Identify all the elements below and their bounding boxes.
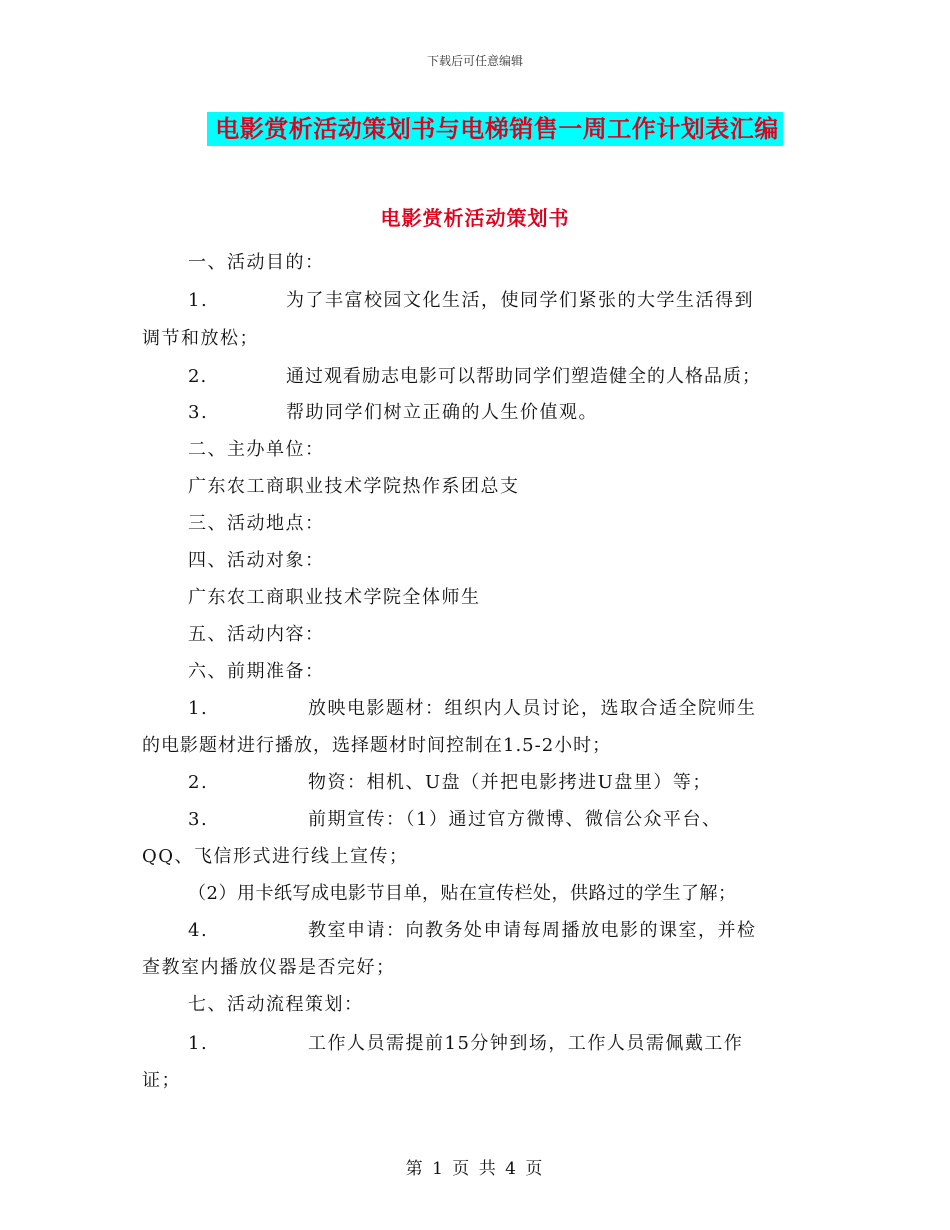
line-text: QQ、飞信形式进行线上宣传； xyxy=(142,846,409,867)
body-line xyxy=(142,842,409,872)
line-number: 2. xyxy=(188,366,208,387)
line-text: 五、活动内容： xyxy=(188,624,325,645)
page-header-note: 下载后可任意编辑 xyxy=(426,54,523,68)
line-text: 广东农工商职业技术学院全体师生 xyxy=(188,587,481,608)
document-title: 电影赏析活动策划书与电梯销售一周工作计划表汇编 xyxy=(207,112,783,146)
line-text: 物资：相机、U盘（并把电影拷进U盘里）等； xyxy=(308,772,712,793)
document-title-wrap xyxy=(0,112,950,146)
body-line xyxy=(188,916,757,946)
body-line xyxy=(188,546,325,576)
line-text: 证； xyxy=(142,1070,181,1091)
body-line xyxy=(188,657,325,687)
line-text: 三、活动地点： xyxy=(188,513,325,534)
body-line xyxy=(142,731,611,761)
line-text: 的电影题材进行播放，选择题材时间控制在1.5-2小时； xyxy=(142,735,612,756)
line-text: 七、活动流程策划： xyxy=(188,994,364,1015)
body-line xyxy=(188,805,721,835)
line-text: 放映电影题材：组织内人员讨论，选取合适全院师生 xyxy=(308,698,757,719)
line-text: 调节和放松； xyxy=(142,328,259,349)
line-text: 为了丰富校园文化生活，使同学们紧张的大学生活得到 xyxy=(286,290,754,311)
body-line xyxy=(188,1029,743,1059)
line-number: 3. xyxy=(188,402,209,423)
body-line xyxy=(188,879,736,909)
line-text: 查教室内播放仪器是否完好； xyxy=(142,957,396,978)
body-line xyxy=(188,248,325,278)
section-title: 电影赏析活动策划书 xyxy=(380,206,570,230)
body-line xyxy=(188,398,598,428)
page-footer: 第 1 页 共 4 页 xyxy=(405,1159,545,1179)
line-text: 二、主办单位： xyxy=(188,439,325,460)
line-text: 四、活动对象： xyxy=(188,550,325,571)
line-text: 前期宣传：（1）通过官方微博、微信公众平台、 xyxy=(308,809,722,830)
line-number: 3. xyxy=(188,809,209,830)
body-line xyxy=(188,583,481,613)
body-line xyxy=(188,509,325,539)
body-line xyxy=(188,768,712,798)
line-number: 1. xyxy=(188,698,209,719)
line-text: （2）用卡纸写成电影节目单，贴在宣传栏处，供路过的学生了解； xyxy=(188,883,737,904)
body-line xyxy=(188,435,325,465)
body-line xyxy=(188,620,325,650)
line-number: 1. xyxy=(188,1033,209,1054)
line-text: 通过观看励志电影可以帮助同学们塑造健全的人格品质； xyxy=(286,366,761,387)
line-number: 4. xyxy=(188,920,209,941)
body-line xyxy=(188,286,754,316)
line-text: 帮助同学们树立正确的人生价值观。 xyxy=(286,402,598,423)
body-line xyxy=(142,953,396,983)
line-text: 工作人员需提前15分钟到场，工作人员需佩戴工作 xyxy=(308,1033,744,1054)
body-line xyxy=(188,990,364,1020)
body-line xyxy=(188,362,761,392)
line-text: 一、活动目的： xyxy=(188,252,325,273)
line-text: 六、前期准备： xyxy=(188,661,325,682)
body-line xyxy=(142,1066,181,1096)
body-line xyxy=(142,324,259,354)
body-line xyxy=(188,694,757,724)
body-line xyxy=(188,472,520,502)
line-text: 教室申请：向教务处申请每周播放电影的课室，并检 xyxy=(308,920,757,941)
line-text: 广东农工商职业技术学院热作系团总支 xyxy=(188,476,520,497)
line-number: 2. xyxy=(188,772,209,793)
line-number: 1. xyxy=(188,290,209,311)
